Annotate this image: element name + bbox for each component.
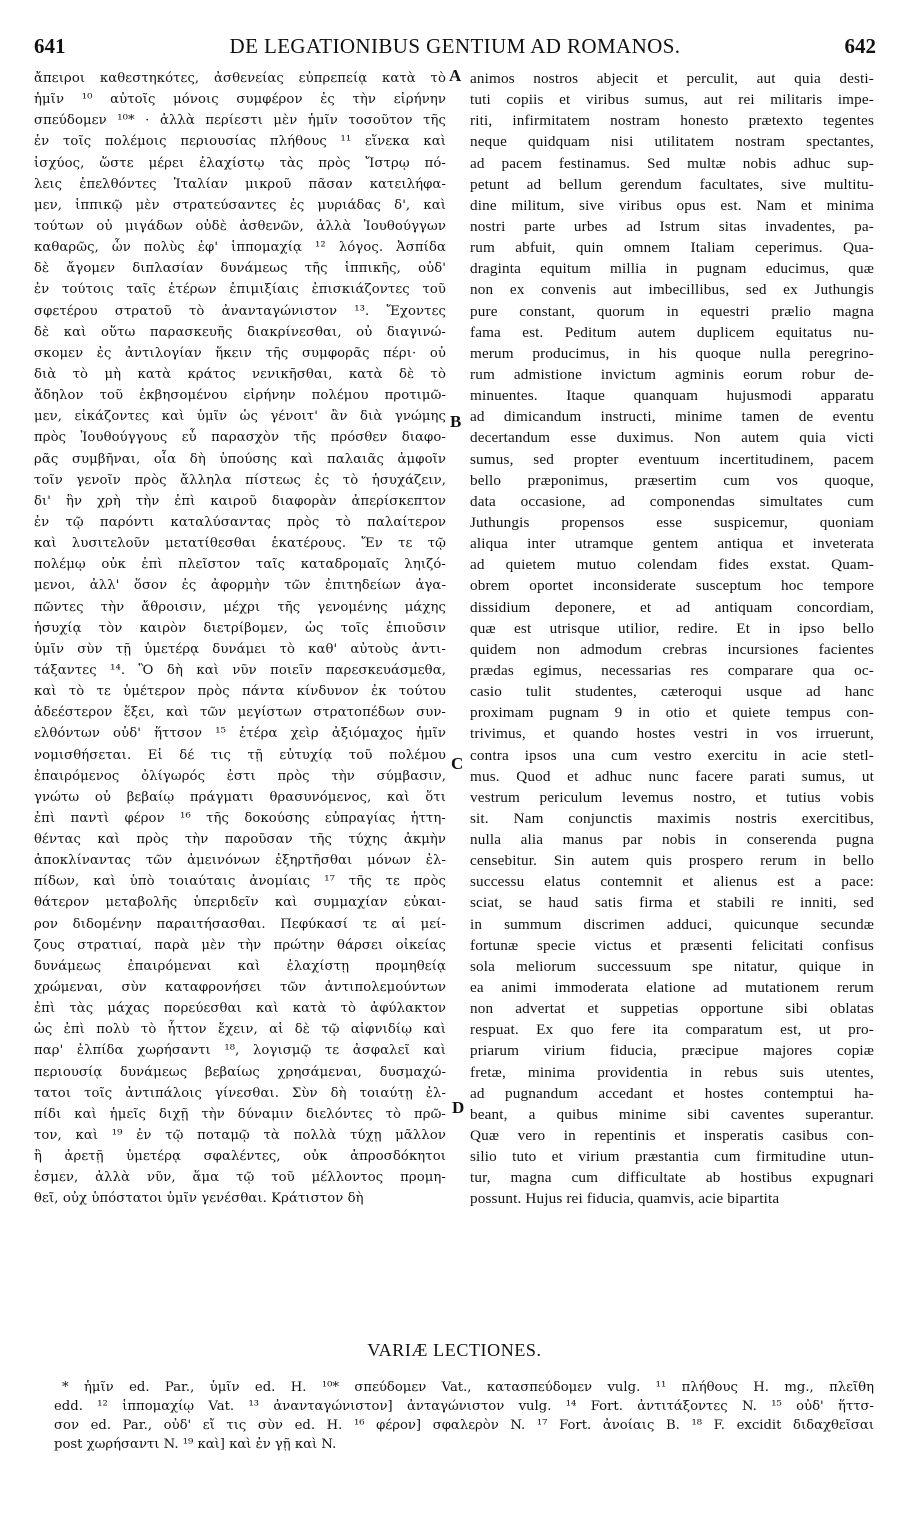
greek-text-line: ἐν τῷ παρόντι καταλύσαντας πρὸς τὸ παλαίτερον <box>34 514 446 530</box>
latin-text-line: beant, a quibus minime sibi caventes superantur. <box>470 1105 874 1123</box>
latin-text-line: non ex convenis aut imbecillibus, sed ex Juthungis <box>470 281 874 299</box>
latin-text-line: draginta equitum millia in pugnam educimus, quæ <box>470 260 874 278</box>
latin-text-line: neque quidquam nisi utilitatem nostram spectantes, <box>470 133 874 151</box>
latin-text-line: rum abfuit, quin omnem Italiam ceperimus. Qua- <box>470 239 874 257</box>
greek-text-line: ελθόντων οὐδ' ἥττσον ¹⁵ ἑτέρα χεὶρ ἀξιόμαχος ἡμῖν <box>34 726 446 742</box>
latin-text-line: bello præponimus, præsertim cum vos quoque, <box>470 471 874 489</box>
latin-text-line: censebitur. Sin autem quis prospero rerum in bello <box>470 852 874 870</box>
greek-text-line: διὰ τὸ μὴ κατὰ κράτος νενικῆσθαι, κατὰ δὲ τὸ <box>34 366 446 382</box>
latin-text-line: nostri parte urbes ad Istrum sitas invadentes, pa- <box>470 217 874 235</box>
greek-text-line: μεν, εἰκάζοντες καὶ ὑμῖν ὡς γένοιτ' ἂν διὰ γνώμης <box>34 409 446 425</box>
greek-text-line: θεῖ, οὐχ ὑπόστατοι ὑμῖν γενέσθαι. Κράτιστον δὴ <box>34 1191 364 1207</box>
latin-text-line: dine militum, sive viribus opus est. Nam et minima <box>470 196 874 214</box>
latin-text-line: data occasione, ad componendas simultates cum <box>470 492 874 510</box>
latin-text-line: non advertat et suppetias opportune sibi oblatas <box>470 1000 874 1018</box>
latin-text-line: ea animi immoderata elatione ad mutationem rerum <box>470 979 874 997</box>
greek-text-line: δὲ καὶ οὕτω παρασκευῆς διακρίνεσθαι, οὐ διαγινώ- <box>34 324 446 340</box>
greek-text-line: δὲ ἄγομεν διπλασίαν δυνάμεως τῆς ἱππικῆς, οὐδ' <box>34 261 446 277</box>
greek-text-line: ἰσχύος, ὥστε μέρει ἐλαχίστῳ τὰς πρὸς Ἴστρῳ πό- <box>34 155 446 171</box>
greek-text-line: δυνάμεως ἐπαιρόμεναι καὶ ἐλαχίστῃ προμηθείᾳ <box>34 958 446 974</box>
page-number-right: 642 <box>844 34 876 58</box>
latin-text-line: petunt ad bellum gerendum facultates, sive multitu- <box>470 175 874 193</box>
latin-text-line: decertandum esse duximus. Non autem quia victi <box>470 429 874 447</box>
greek-text-line: μεν, ἱππικῷ μὲν στρατεύσαντες ἐς μυριάδας δ', καὶ <box>34 197 446 213</box>
greek-text-line: θάτερον μεταβολῆς ὑπεριδεῖν καὶ συμμαχίαν εὐκαι- <box>34 895 446 911</box>
latin-text-line: quidem non admodum crebras incursiones facientes <box>470 640 874 658</box>
greek-text-line: ἢ ἀρετῇ ὑμετέρᾳ σφαλέντες, οὐκ ἀπροσδόκητοι <box>34 1149 446 1165</box>
greek-text-line: περιουσίᾳ δυνάμεως βεβαίως χρησάμεναι, δυσμαχώ- <box>34 1064 446 1080</box>
greek-text-line: τον, καὶ ¹⁹ ἐν τῷ ποταμῷ τὰ πολλὰ τύχῃ μᾶλλον <box>34 1128 446 1144</box>
latin-text-line: animos nostros abjecit et perculit, aut quia desti- <box>470 70 874 87</box>
greek-text-line: πίδων, καὶ ὑπὸ τοιαύταις ἀνομίαις ¹⁷ τῆς τε πρὸς <box>34 874 446 890</box>
greek-text-line: ἀποκλίναντας τῶν ἀμεινόνων ἐξηρτῆσθαι μόνων ἐλ- <box>34 853 446 869</box>
latin-text-line: nulla alia manus par nobis in conserenda pugna <box>470 831 874 849</box>
greek-text-line: σπεύδομεν ¹⁰* · ἀλλὰ περίεστι μὲν ἡμῖν τοσοῦτον τῆς <box>34 113 446 129</box>
latin-text-line: sciat, se haud satis firma et stabili re inniti, sed <box>470 894 874 912</box>
greek-text-line: ἐσμεν, ἀλλὰ νῦν, ἅμα τῷ τοῦ μέλλοντος προμη- <box>34 1170 446 1186</box>
greek-text-line: σκομεν ἐς ἀντιλογίαν ἥκειν τῆς συμφορᾶς πέρι· οὐ <box>34 345 446 361</box>
latin-text-line: priarum virium fiducia, præcipue majores copiæ <box>470 1042 874 1060</box>
greek-text-line: γνώτω οὐ βεβαίῳ πράγματι θρασυνόμενος, καὶ ὅτι <box>34 789 446 805</box>
greek-text-line: ἡσυχίᾳ τὸν καιρὸν διετρίβομεν, ὡς τοῖς ἐπιοῦσιν <box>34 620 446 636</box>
latin-text-line: Juthungis propensos esse suspicemur, quoniam <box>470 513 874 531</box>
margin-marker-c: C <box>451 754 464 773</box>
latin-text-line: ad pacem festinamus. Sed multæ nobis adhuc sup- <box>470 154 874 172</box>
latin-text-column <box>470 68 874 1210</box>
greek-text-line: δι' ἣν χρὴ τὴν ἐπὶ καιροῦ διαφορὰν ἀπερίσκεπτον <box>34 493 446 509</box>
greek-text-line: ἐπαιρόμενος ὀλίγωρός ἐστι πρὸς τὴν σύμβασιν, <box>34 768 446 784</box>
greek-text-column <box>34 68 446 1210</box>
margin-marker-b: B <box>450 412 462 431</box>
greek-text-line: ἐν τούτοις ταῖς ἑτέρων ἐπιμιξίαις ἐπισκιάζοντες τοῦ <box>34 282 446 298</box>
latin-text-line: vestrum periculum levemus nostro, et tutius vobis <box>470 788 874 806</box>
latin-text-line: dissidium deponere, et ad antiquam concordiam, <box>470 598 874 616</box>
greek-text-line: τούτων οὐ μιγάδων οὐδὲ ἀσθενῶν, ἀλλὰ Ἰουθούγγων <box>34 218 446 234</box>
greek-text-line: χρώμεναι, σὺν καταφρονήσει τῶν ἀντιπολεμούντων <box>34 980 446 996</box>
latin-text-line: contra ipsos una cum vestro exercitu in acie stetl- <box>470 746 874 764</box>
latin-text-line: sumus, sed propter eventuum incertitudinem, pacem <box>470 450 874 468</box>
latin-text-line: ad pugnandum accedant et hostes contemptui ha- <box>470 1084 874 1102</box>
latin-text-line: obrem oportet inconsiderate susceptum hoc tempore <box>470 577 874 595</box>
greek-text-line: τοῖν γενοῖν πρὸς ἄλληλα πίστεως ἐς τὸ ἡσυχάζειν, <box>34 472 446 488</box>
latin-text-line: rum admistione invictum agminis eorum robur de- <box>470 365 874 383</box>
margin-marker-a: A <box>449 66 462 85</box>
greek-text-line: τάξαντες ¹⁴. Ὃ δὴ καὶ νῦν ποιεῖν παρεσκευάσμεθα, <box>34 662 446 678</box>
running-title: DE LEGATIONIBUS GENTIUM AD ROMANOS. <box>229 34 681 58</box>
greek-text-line: πολέμῳ οὐκ ἐπὶ πλεῖστον ταῖς καταδρομαῖς ληιζό- <box>34 557 446 573</box>
greek-text-line: ἐπὶ τὰς μάχας πορεύεσθαι καὶ κατὰ τὸ ἀφύλακτον <box>34 1001 446 1017</box>
latin-text-line: proximam pugnam 9 in otio et quiete tempus con- <box>470 704 874 722</box>
latin-text-line: sola meliorum successuum spe nitatur, quique in <box>470 957 874 975</box>
latin-text-line: in summum discrimen adduci, quicunque secundæ <box>470 915 874 933</box>
latin-text-line: riti, infirmitatem nostram honesto prætexto tegentes <box>470 112 874 130</box>
latin-text-line: pure constant, quorum in equestri prælio magna <box>470 302 874 320</box>
latin-text-line: merum producimus, in his quoque nulla peregrino- <box>470 344 874 362</box>
greek-text-line: καὶ τὸ τε ὑμέτερον πρὸς πάντα κίνδυνον ἐκ τούτου <box>34 684 446 700</box>
greek-text-line: ὡς ἐπὶ πολὺ τὸ ἧττον ἔχειν, αἱ δὲ τῷ αἰφνιδίῳ καὶ <box>34 1022 446 1038</box>
greek-text-line: νομισθήσεται. Εἰ δέ τις τῇ εὐτυχίᾳ τοῦ πολέμου <box>34 747 446 763</box>
greek-text-line: ρον διδομένην παραιτήσασθαι. Πεφύκασί τε αἱ μεί- <box>34 916 446 932</box>
latin-text-line: tuti copiis et viribus sumus, aut rei militaris impe- <box>470 91 874 109</box>
greek-text-line: σφετέρου στρατοῦ τὸ ἀνανταγώνιστον ¹³. Ἔχοντες <box>34 303 446 319</box>
greek-text-line: ὑμῖν σὺν τῇ ὑμετέρᾳ δυνάμει τὸ καθ' αὐτοὺς ἀντι- <box>34 641 446 657</box>
greek-text-line: ρᾶς συμβῆναι, οἷα δὴ ὑπούσης καὶ παλαιᾶς ἀμφοῖν <box>34 451 446 467</box>
latin-text-line: Quæ vero in repentinis et insperatis casibus con- <box>470 1127 874 1145</box>
latin-text-line: ad quietem mutuo colendam fides exstat. Quam- <box>470 556 874 574</box>
variant-readings-notes <box>54 1378 874 1454</box>
latin-text-line: silio tuto et virium præstantia cum firmitudine utun- <box>470 1148 874 1166</box>
latin-text-line: ad dimicandum instructi, minime tamen de eventu <box>470 408 874 426</box>
latin-text-line: sit. Nam conjunctis maximis nostris exercitibus, <box>470 809 874 827</box>
latin-text-line: aliqua inter utramque gentem antiqua et inveterata <box>470 535 874 553</box>
greek-text-line: παρ' ἐλπίδα χωρήσαντι ¹⁸, λογισμῷ τε ἀσφαλεῖ καὶ <box>34 1043 446 1059</box>
greek-text-line: πίδι καὶ ἡμεῖς διχῇ τὴν δύναμιν διελόντες τὸ πρῶ- <box>34 1106 446 1122</box>
page-number-left: 641 <box>34 34 66 58</box>
latin-text-line: successu elatus contemnit et alienus est a pace: <box>470 873 874 891</box>
greek-text-line: καὶ λυσιτελοῦν μετατίθεσθαι ἑκατέρους. Ἔν τε τῷ <box>34 536 446 552</box>
latin-text-line: mus. Quod et adhuc nunc facere parati sumus, ut <box>470 767 874 785</box>
latin-text-line: possunt. Hujus rei fiducia, quamvis, acie bipartita <box>470 1190 780 1208</box>
greek-text-line: μενοι, ἀλλ' ὅσον ἐς ἀφορμὴν τῶν ἐπιτηδείων ἀγα- <box>34 578 446 594</box>
note-line: * ἡμῖν ed. Par., ὑμῖν ed. H. ¹⁰* σπεύδομεν Vat., κατασπεύδομεν vulg. ¹¹ πλήθους H. mg., πλεῖθη <box>62 1380 874 1395</box>
latin-text-line: casio tulit studentes, cæteroqui usque ad hanc <box>470 683 874 701</box>
greek-text-line: ἐπὶ παντὶ φέρον ¹⁶ τῆς δοκούσης εὐπραγίας ἡττη- <box>34 810 446 826</box>
note-line: edd. ¹² ἱππομαχίῳ Vat. ¹³ ἀνανταγώνιστον] ἀνταγώνιστον vulg. ¹⁴ Fort. ἀντιτάξοντες N. ¹⁵ οὐδ' ἥττσ- <box>54 1399 874 1414</box>
greek-text-line: ζους στρατιαί, παρὰ μὲν τὴν πρώτην θάρσει οἰκείας <box>34 937 446 953</box>
running-header <box>34 34 876 68</box>
latin-text-line: respuat. Ex quo fere ita comparatum est, ut pro- <box>470 1021 874 1039</box>
latin-text-line: quæ est utrisque utilior, redire. Et in ipso bello <box>470 619 874 637</box>
latin-text-line: fama est. Peditum autem duplicem equitatus nu- <box>470 323 874 341</box>
greek-text-line: θέντας καὶ πρὸς τὴν παροῦσαν τῆς τύχης ἀκμὴν <box>34 832 446 848</box>
greek-text-line: πρὸς Ἰουθούγγους εὖ παρασχὸν τῆς πρόσθεν διαφο- <box>34 430 446 446</box>
latin-text-line: minuentes. Itaque quanquam hujusmodi apparatu <box>470 387 874 405</box>
latin-text-line: prædas egimus, necessarias res comparare qua oc- <box>470 661 874 679</box>
greek-text-line: λεις ἐπελθόντες Ἰταλίαν μικροῦ πᾶσαν κατειλήφα- <box>34 176 446 192</box>
greek-text-line: τατοι τοῖς ἀντιπάλοις γίνεσθαι. Σὺν δὴ τοιαύτῃ ἐλ- <box>34 1085 446 1101</box>
latin-text-line: trivimus, et quando hostes vestri in vos irruerunt, <box>470 725 874 743</box>
greek-text-line: καθαρῶς, ὧν πολὺς ἐφ' ἱππομαχίᾳ ¹² λόγος. Ἀσπίδα <box>34 240 446 256</box>
greek-text-line: ἄπειροι καθεστηκότες, ἀσθενείας εὐπρεπείᾳ κατὰ τὸ <box>34 71 446 86</box>
greek-text-line: ἡμῖν ¹⁰ αὐτοῖς μόνοις συμφέρον ἐς τὴν εἰρήνην <box>34 92 446 108</box>
greek-text-line: ἀδεέστερον ἕξει, καὶ τῶν μεγίστων στρατοπέδων συν- <box>34 705 446 721</box>
greek-text-line: ἄδηλον τοῦ ἐκβησομένου εἰρήνην πολέμου προτιμῶ- <box>34 388 446 404</box>
greek-text-line: πῶντες τὴν ἄθροισιν, μέχρι τῆς γενομένης μάχης <box>34 599 446 615</box>
greek-text-line: ἐν τοῖς πολέμοις περιουσίας πλήθους ¹¹ εἵνεκα καὶ <box>34 134 446 150</box>
variae-lectiones-heading: VARIÆ LECTIONES. <box>367 1340 542 1360</box>
latin-text-line: fortunæ specie victus et præsenti felicitati confisus <box>470 936 874 954</box>
latin-text-line: fretæ, minima providentia in rebus suis utentes, <box>470 1063 874 1081</box>
latin-text-line: tur, magna cum difficultate ab hostibus expugnari <box>470 1169 874 1187</box>
note-line: post χωρήσαντι N. ¹⁹ καὶ] καὶ ἐν γῇ καὶ N. <box>54 1437 337 1452</box>
note-line: σον ed. Par., οὐδ' εἴ τις σὺν ed. H. ¹⁶ φέρον] σφαλερὸν N. ¹⁷ Fort. ἀνοίαις B. ¹⁸ F. excidit διδαχθεῖσαι <box>54 1418 874 1433</box>
margin-marker-d: D <box>452 1098 465 1117</box>
